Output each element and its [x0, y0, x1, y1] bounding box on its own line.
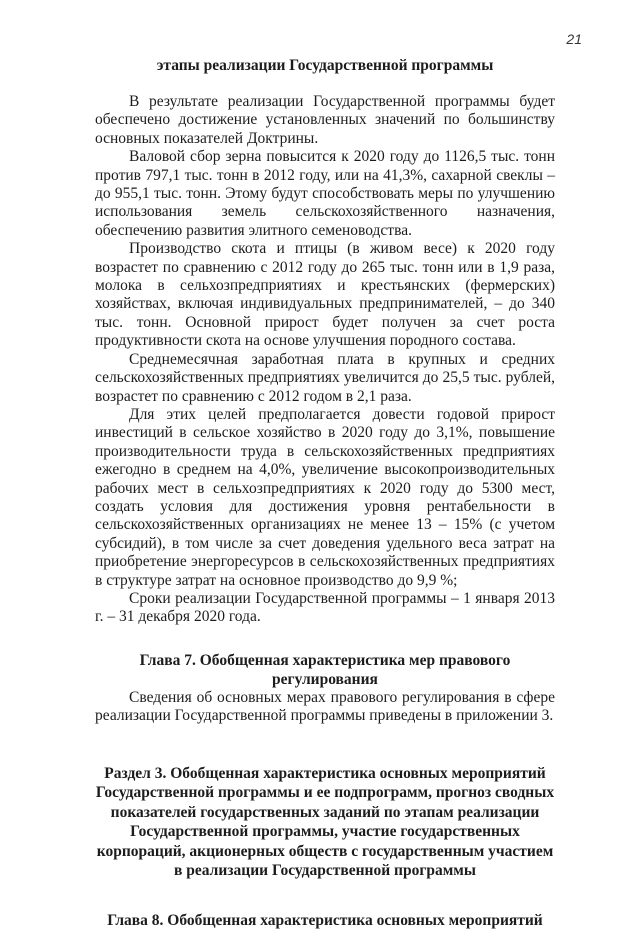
paragraph-results: В результате реализации Государственной программы будет обеспечено достижение установленных значений по большинству основных показателей Доктрины. — [95, 93, 555, 147]
paragraph-salary: Среднемесячная заработная плата в крупных и средних сельскохозяйственных предприятиях увеличится до 25,5 тыс. рублей, возрастет по сравнению с 2012 годом в 2,1 раза. — [95, 350, 555, 405]
paragraph-timeline: Сроки реализации Государственной программы – 1 января 2013 г. – 31 декабря 2020 года. — [95, 589, 555, 626]
chapter7-text: Сведения об основных мерах правового регулирования в сфере реализации Государственной программы приведены в приложении 3. — [95, 688, 555, 725]
paragraph-livestock: Производство скота и птицы (в живом весе) к 2020 году возрастет по сравнению с 2012 году до 265 тыс. тонн или в 1,9 раза, молока в сельхозпредприятиях и крестьянских (фермерских) хозяйствах, включая индивидуальных предпринимателей, – до 340 тыс. тонн. Основной прирост будет получен за счет роста продуктивности скота на основе улучшения породного состава. — [95, 240, 555, 350]
page-number: 21 — [566, 31, 582, 47]
section3-heading: Раздел 3. Обобщенная характеристика основных мероприятий Государственной программы и ее подпрограмм, прогноз сводных показателей государственных заданий по этапам реализации Государственной программы, участие государственных корпораций, акционерных обществ с государственным участием в реализации Государственной программы — [95, 764, 555, 880]
top-heading: этапы реализации Государственной программы — [156, 57, 494, 74]
chapter7-heading: Глава 7. Обобщенная характеристика мер правового регулирования — [139, 651, 511, 688]
chapter8-heading: Глава 8. Обобщенная характеристика основных мероприятий — [107, 911, 543, 929]
paragraph-grain: Валовой сбор зерна повысится к 2020 году до 1126,5 тыс. тонн против 797,1 тыс. тонн в 2012 году, или на 41,3%, сахарной свеклы – до 955,1 тыс. тонн. Этому будут способствовать меры по улучшению использования земель сельскохозяйственного назначения, обеспечению развития элитного семеноводства. — [95, 148, 555, 239]
paragraph-goals: Для этих целей предполагается довести годовой прирост инвестиций в сельское хозяйство в 2020 году до 3,1%, повышение производительности труда в сельскохозяйственных предприятиях ежегодно в среднем на 4,0%, увеличение высокопроизводительных рабочих мест в сельхозпредприятиях к 2020 году до 5300 мест, создать условия для достижения уровня рентабельности в сельскохозяйственных организациях не менее 13 – 15% (с учетом субсидий), в том числе за счет доведения удельного веса затрат на приобретение энергоресурсов в сельскохозяйственных предприятиях в структуре затрат на основное производство до 9,9 %; — [95, 405, 555, 589]
document-body — [95, 56, 555, 930]
